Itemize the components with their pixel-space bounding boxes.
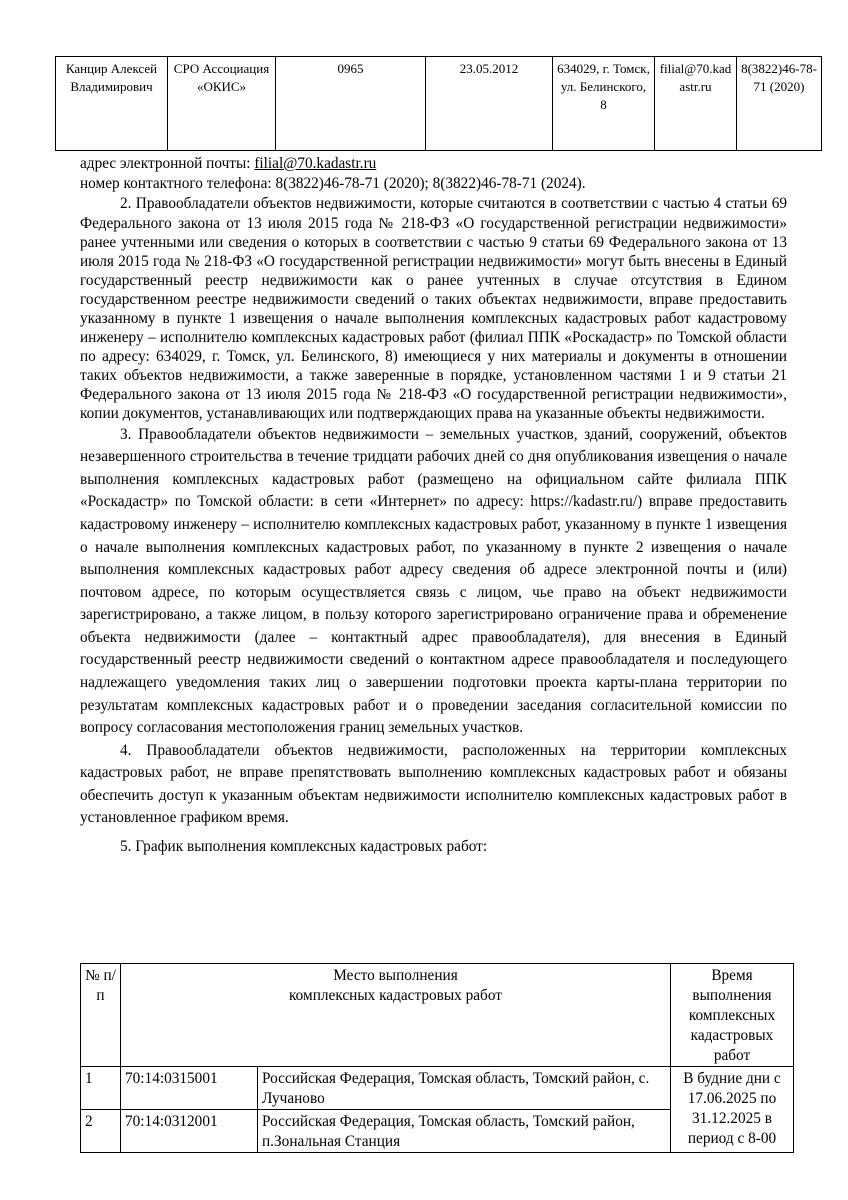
email-link[interactable]: filial@70.kadastr.ru [254, 155, 377, 172]
cadastral-block: 70:14:0315001 [121, 1067, 258, 1110]
row-number: 2 [81, 1110, 121, 1153]
phone-line: номер контактного телефона: 8(3822)46-78-71 (2020); 8(3822)46-78-71 (2024). [80, 175, 586, 193]
paragraph-4: 4. Правообладатели объектов недвижимости, расположенных на территории комплексных кадастровых работ, не вправе препятствовать выполнению комплексных кадастровых работ и обязаны обеспечить доступ к указанным объектам недвижимости исполнителю комплексных кадастровых работ в установленное графиком время. [80, 741, 787, 827]
location: Российская Федерация, Томская область, Томский район, с. Лучаново [258, 1067, 671, 1110]
contractor-row [56, 57, 822, 151]
header-time: Время выполнения комплексных кадастровых работ [671, 964, 794, 1067]
table-row [81, 1067, 794, 1110]
sro-name: СРО Ассоциация «ОКИС» [168, 57, 276, 151]
registry-number: 0965 [276, 57, 426, 151]
paragraph-2: 2. Правообладатели объектов недвижимости, которые считаются в соответствии с частью 4 статьи 69 Федерального закона от 13 июля 2015 года № 218-ФЗ «О государственной регистрации недвижимости» ранее учтенными или сведения о которых в соответствии с частью 9 статьи 69 Федерального закона от 13 июля 2015 года № 218-ФЗ «О государственной регистрации недвижимости» могут быть внесены в Единый государственный реестр недвижимости как о ранее учтенных в случае отсутствия в Едином государственном реестре недвижимости сведений о таких объектах недвижимости, вправе предоставить указанному в пункте 1 извещения о начале выполнения комплексных кадастровых работ кадастровому инженеру – исполнителю комплексных кадастровых работ (филиал ППК «Роскадастр» по Томской области по адресу: 634029, г. Томск, ул. Белинского, 8) имеющиеся у них материалы и документы в отношении таких объектов недвижимости, а также заверенные в порядке, установленном частями 1 и 9 статьи 21 Федерального закона от 13 июля 2015 года № 218-ФЗ «О государственной регистрации недвижимости», копии документов, устанавливающих или подтверждающих права на указанные объекты недвижимости. [80, 195, 787, 423]
header-number: № п/п [81, 964, 121, 1067]
schedule-table [80, 963, 794, 1153]
header-place-line2: комплексных кадастровых работ [289, 987, 502, 1004]
header-place [121, 964, 671, 1067]
row-number: 1 [81, 1067, 121, 1110]
registry-date: 23.05.2012 [426, 57, 553, 151]
paragraph-5: 5. График выполнения комплексных кадастровых работ: [120, 838, 488, 856]
schedule-header-row [81, 964, 794, 1067]
engineer-phone: 8(3822)46-78-71 (2020) [737, 57, 822, 151]
engineer-name: Канцир Алексей Владимирович [56, 57, 168, 151]
cadastral-block: 70:14:0312001 [121, 1110, 258, 1153]
email-line [80, 154, 787, 174]
paragraph-3: 3. Правообладатели объектов недвижимости – земельных участков, зданий, сооружений, объектов незавершенного строительства в течение тридцати рабочих дней со дня опубликования извещения о начале выполнения комплексных кадастровых работ (размещено на официальном сайте филиала ППК «Роскадастр» по Томской области: в сети «Интернет» по адресу: https://kadastr.ru/) вправе предоставить кадастровому инженеру – исполнителю комплексных кадастровых работ, указанному в пункте 1 извещения о начале выполнения комплексных кадастровых работ, по указанному в пункте 2 извещения о начале выполнения комплексных кадастровых работ адресу сведения об адресе электронной почты и (или) почтовом адресе, по которым осуществляется связь с лицом, чье право на объект недвижимости зарегистрировано, а также лицом, в пользу которого зарегистрировано ограничение права и обременение объекта недвижимости (далее – контактный адрес правообладателя), для внесения в Единый государственный реестр недвижимости сведений о контактном адресе правообладателя и последующего надлежащего уведомления таких лиц о завершении подготовки проекта карты-плана территории по результатам комплексных кадастровых работ и о проведении заседания согласительной комиссии по вопросу согласования местоположения границ земельных участков. [80, 425, 787, 737]
contractor-table [55, 56, 822, 151]
work-time: В будние дни с 17.06.2025 по 31.12.2025 в период с 8-00 [671, 1067, 794, 1153]
email-label: адрес электронной почты: [80, 155, 255, 172]
engineer-address: 634029, г. Томск, ул. Белинского, 8 [553, 57, 655, 151]
engineer-email: filial@70.kadastr.ru [655, 57, 737, 151]
location: Российская Федерация, Томская область, Томский район, п.Зональная Станция [258, 1110, 671, 1153]
notice-body [80, 154, 787, 858]
header-place-line1: Место выполнения [333, 967, 458, 984]
